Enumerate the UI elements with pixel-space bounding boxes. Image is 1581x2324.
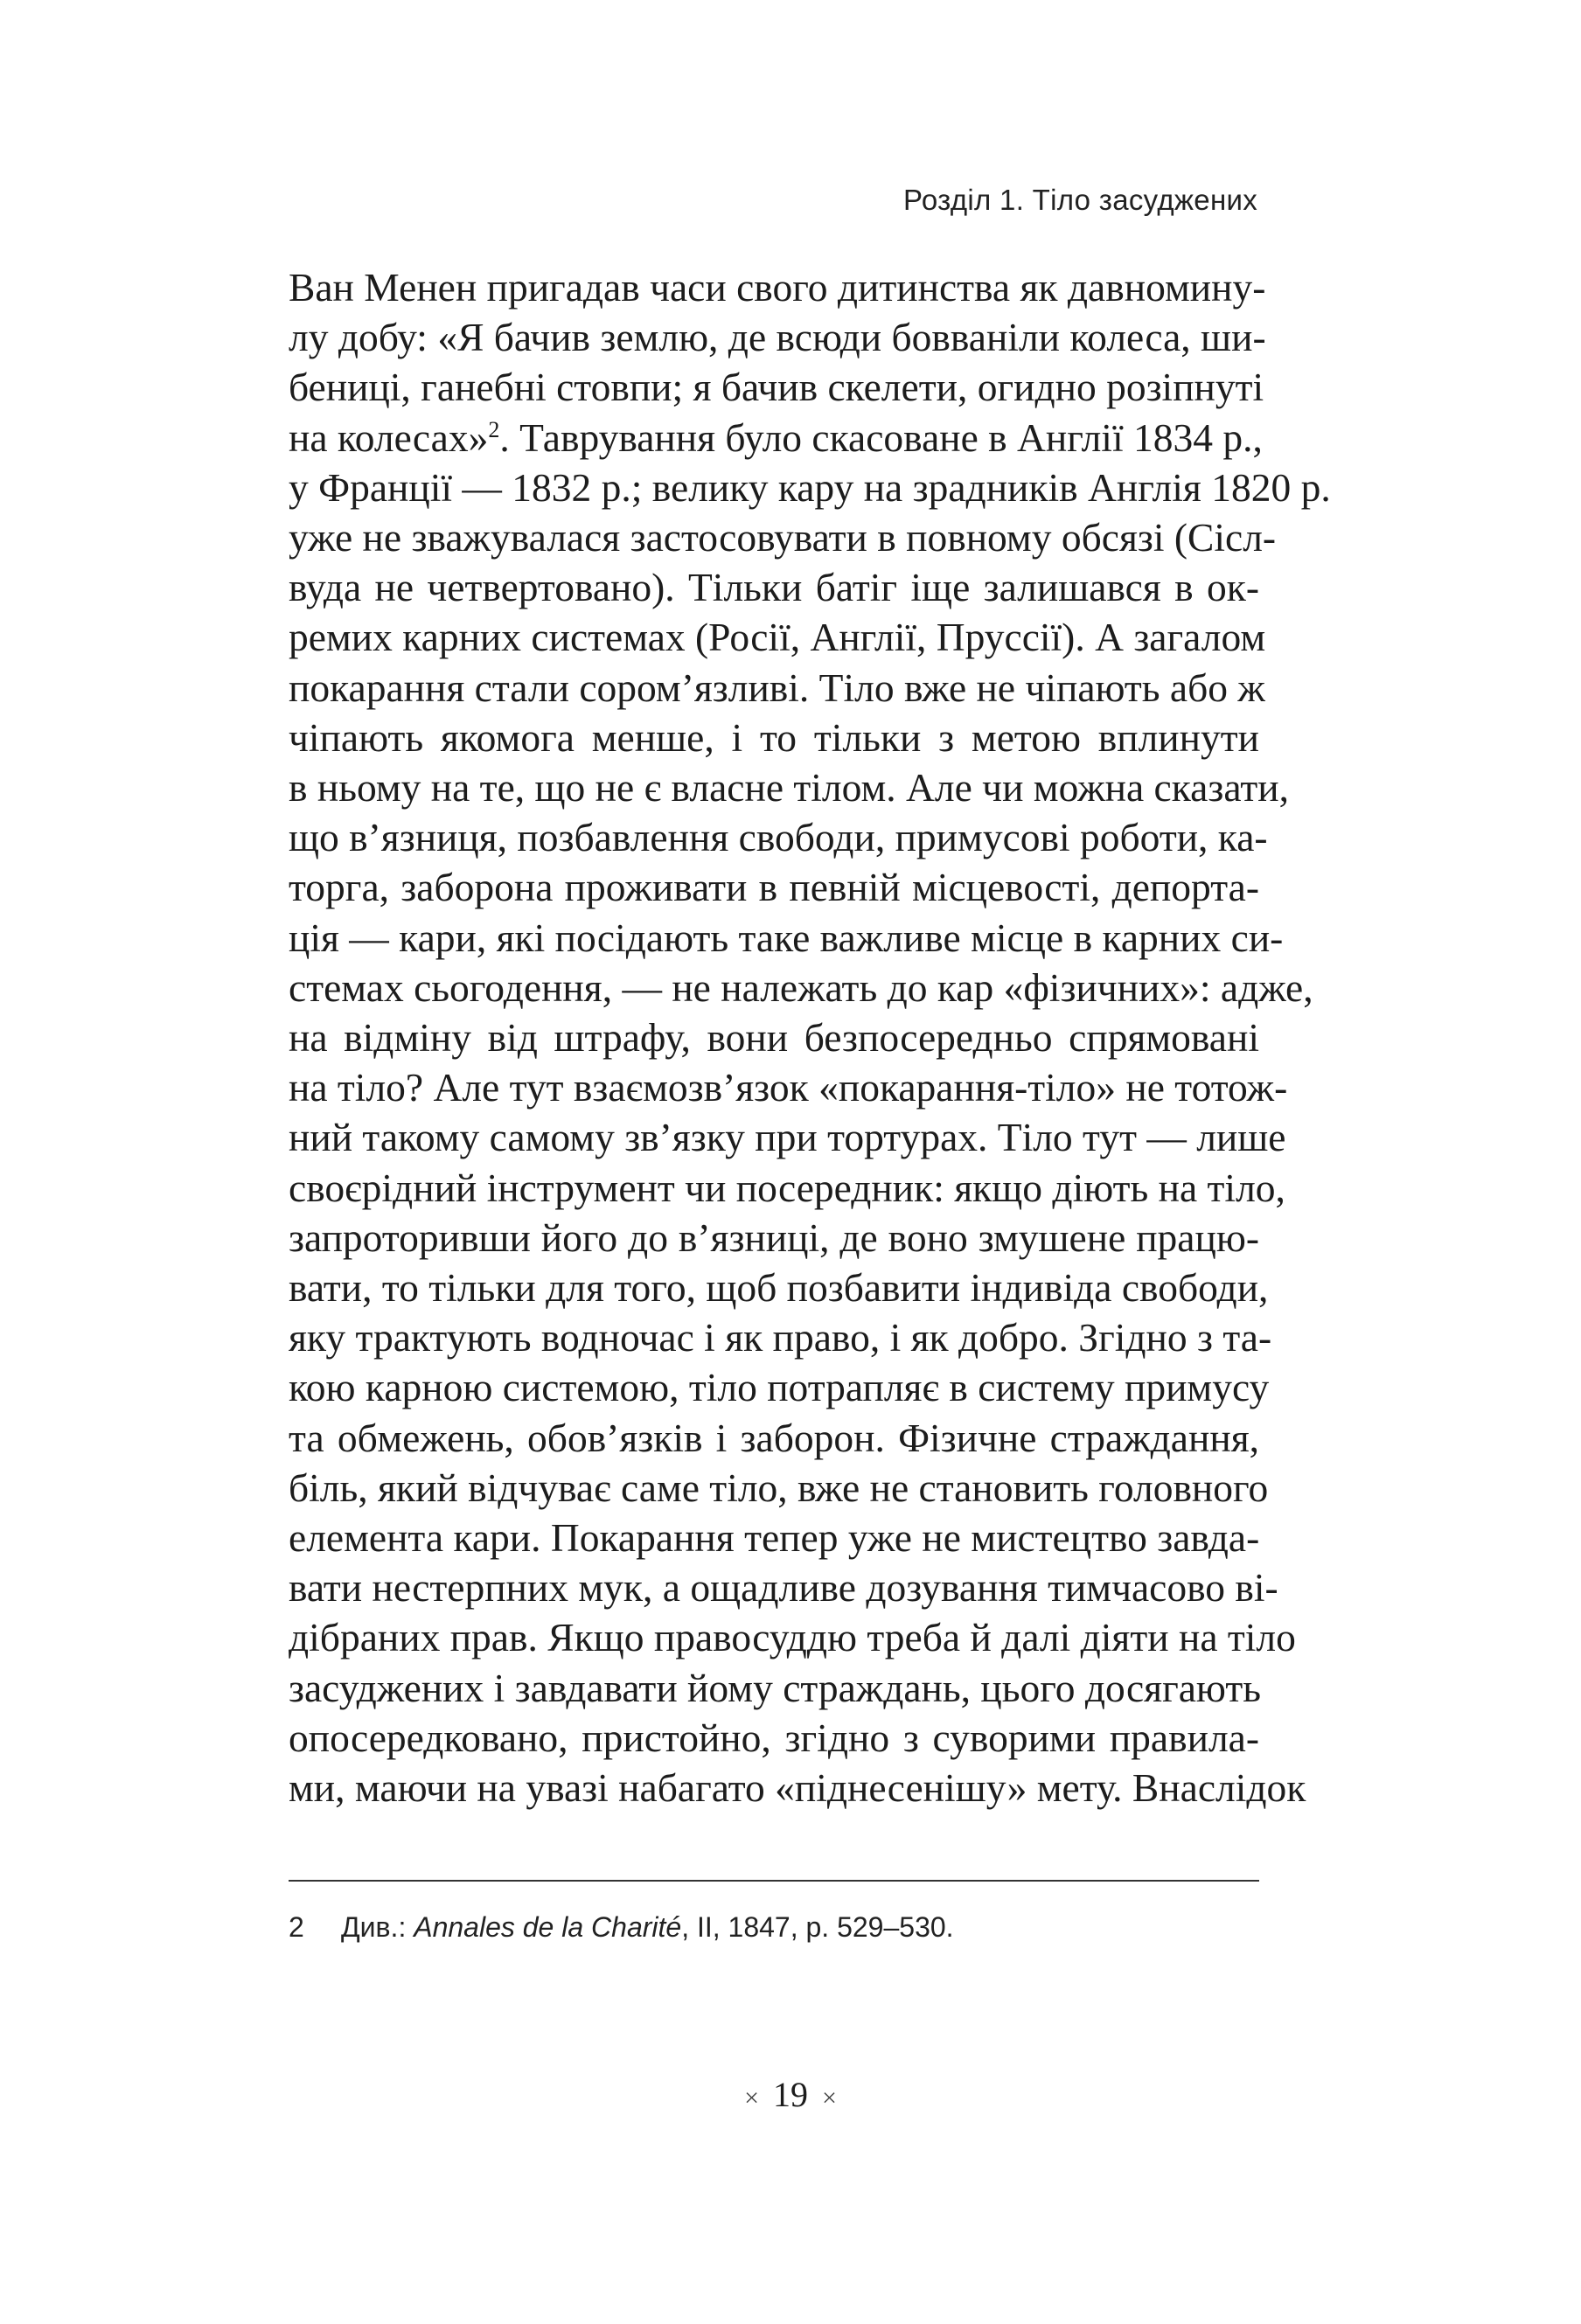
footnote-prefix: Див.: — [341, 1911, 414, 1943]
page-number: 19 — [773, 2075, 808, 2114]
text-line: кою карною системою, тіло потрапляє в систему примусу — [289, 1365, 1270, 1410]
text-line: вати, то тільки для того, щоб позбавити індивіда свободи, — [289, 1265, 1269, 1311]
text-line: на відміну від штрафу, вони безпосередньо спрямовані — [289, 1015, 1259, 1061]
text-line: біль, який відчуває саме тіло, вже не становить головного — [289, 1465, 1269, 1510]
text-line-with-footnote — [289, 413, 1263, 463]
text-line: торга, заборона проживати в певній місцевості, депорта- — [289, 865, 1259, 910]
footnote-number: 2 — [289, 1911, 304, 1943]
text-line: лу добу: «Я бачив землю, де всюди бовваніли колеса, ши- — [289, 315, 1266, 360]
text-line: ний такому самому зв’язку при тортурах. Тіло тут — лише — [289, 1115, 1286, 1160]
text-line: вуда не четвертовано). Тільки батіг іще залишався в ок- — [289, 565, 1259, 610]
text-line: чіпають якомога менше, і то тільки з метою вплинути — [289, 714, 1259, 760]
text-line: Ван Менен пригадав часи свого дитинства як давномину- — [289, 265, 1266, 310]
text-line: дібраних прав. Якщо правосуддю треба й далі діяти на тіло — [289, 1615, 1296, 1660]
text-line: вати нестерпних мук, а ощадливе дозування тимчасово ві- — [289, 1565, 1278, 1611]
text-line: яку трактують водночас і як право, і як добро. Згідно з та- — [289, 1315, 1272, 1360]
text-line: покарання стали сором’язливі. Тіло вже не чіпають або ж — [289, 664, 1265, 710]
text-line: та обмежень, обов’язків і заборон. Фізичне страждання, — [289, 1415, 1259, 1460]
footnote-suffix: , II, 1847, p. 529–530. — [681, 1911, 954, 1943]
text-line: своєрідний інструмент чи посередник: якщо діють на тіло, — [289, 1165, 1285, 1210]
text-line: бениці, ганебні стовпи; я бачив скелети, огидно розіпнуті — [289, 365, 1264, 410]
text-line: ція — кари, які посідають таке важливе місце в карних си- — [289, 915, 1284, 960]
text-line: ми, маючи на увазі набагато «піднесенішу» мету. Внаслідок — [289, 1765, 1306, 1811]
footnote-divider — [289, 1880, 1259, 1882]
running-head: Розділ 1. Тіло засуджених — [902, 184, 1257, 216]
footnote — [289, 1911, 954, 1944]
text-line-part: на колесах» — [289, 414, 489, 460]
main-text — [289, 262, 1331, 1813]
text-line: на тіло? Але тут взаємозв’язок «покарання-тіло» не тотож- — [289, 1065, 1288, 1110]
footnote-title: Annales de la Charité — [414, 1911, 682, 1943]
text-line: засуджених і завдавати йому страждань, цього досягають — [289, 1665, 1261, 1710]
text-line-part: . Таврування було скасоване в Англії 1834 р., — [499, 414, 1263, 460]
text-line: стемах сьогодення, — не належать до кар «фізичних»: адже, — [289, 964, 1313, 1010]
page-number-block — [0, 2074, 1581, 2115]
text-line: уже не зважувалася застосовувати в повному обсязі (Сісл- — [289, 515, 1277, 560]
text-line: елемента кари. Покарання тепер уже не мистецтво завда- — [289, 1515, 1260, 1561]
text-line: що в’язниця, позбавлення свободи, примусові роботи, ка- — [289, 815, 1268, 860]
footnote-reference[interactable]: 2 — [488, 416, 500, 442]
text-line: ремих карних системах (Росії, Англії, Пруссії). А загалом — [289, 615, 1266, 660]
text-line: в ньому на те, що не є власне тілом. Але чи можна сказати, — [289, 765, 1289, 811]
text-line: запроторивши його до в’язниці, де воно змушене працю- — [289, 1214, 1259, 1260]
text-line: у Франції — 1832 р.; велику кару на зрадників Англія 1820 р. — [289, 464, 1331, 510]
ornament-left-icon: × — [744, 2084, 759, 2112]
text-line: опосередковано, пристойно, згідно з суворими правила- — [289, 1715, 1259, 1760]
ornament-right-icon: × — [822, 2084, 837, 2112]
